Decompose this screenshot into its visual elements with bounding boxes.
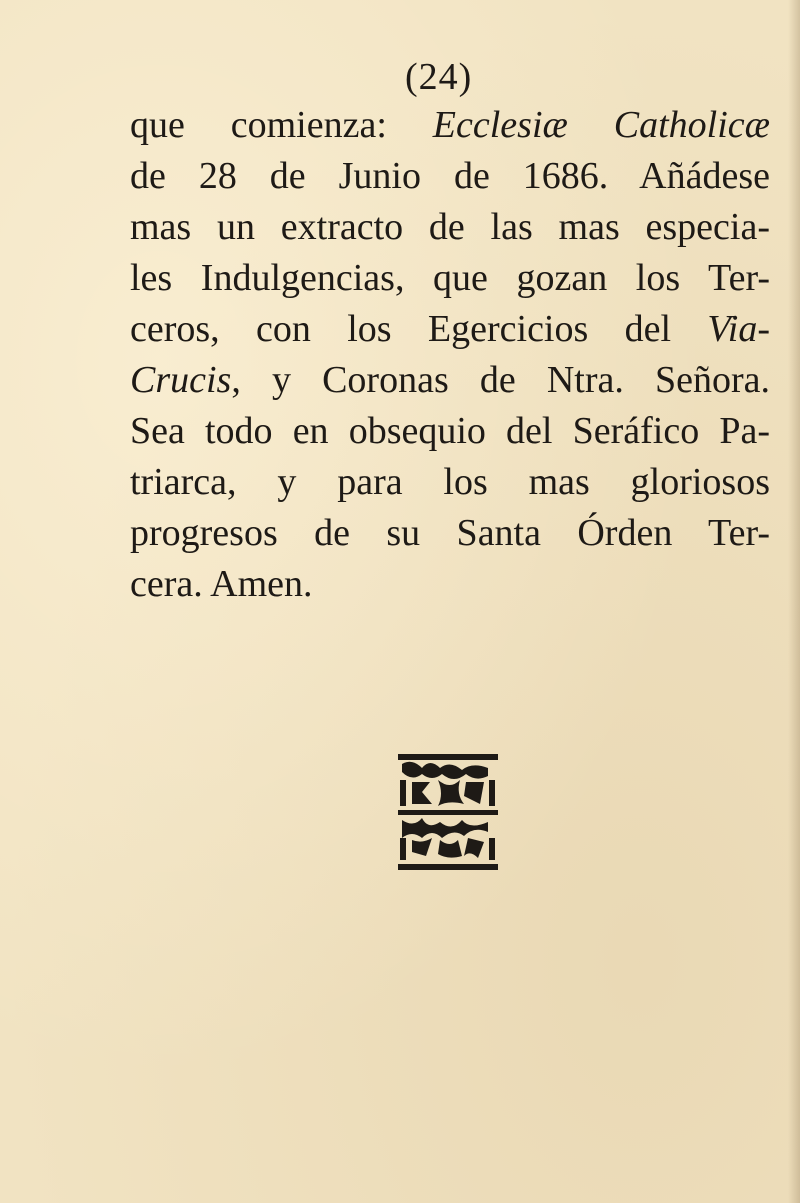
text-line-6: Crucis, y Coronas de Ntra. Señora. [130, 359, 770, 401]
text-line-8: triarca, y para los mas gloriosos [130, 461, 770, 503]
body-text [130, 100, 770, 610]
text-line-10: cera. Amen. [130, 563, 313, 605]
page-number: (24) [405, 56, 473, 98]
text-line-7: Sea todo en obsequio del Seráfico Pa- [130, 410, 770, 452]
text-line-2: de 28 de Junio de 1686. Añádese [130, 155, 770, 197]
text-line-4: les Indulgencias, que gozan los Ter- [130, 257, 770, 299]
page-edge-shadow [788, 0, 800, 1203]
text-line-5: ceros, con los Egercicios del Via- [130, 308, 770, 350]
text-line-3: mas un extracto de las mas especia- [130, 206, 770, 248]
text-line-9: progresos de su Santa Órden Ter- [130, 512, 770, 554]
text-line-1: que comienza: Ecclesiæ Catholicæ [130, 104, 770, 146]
printer-ornament-icon [390, 750, 505, 880]
